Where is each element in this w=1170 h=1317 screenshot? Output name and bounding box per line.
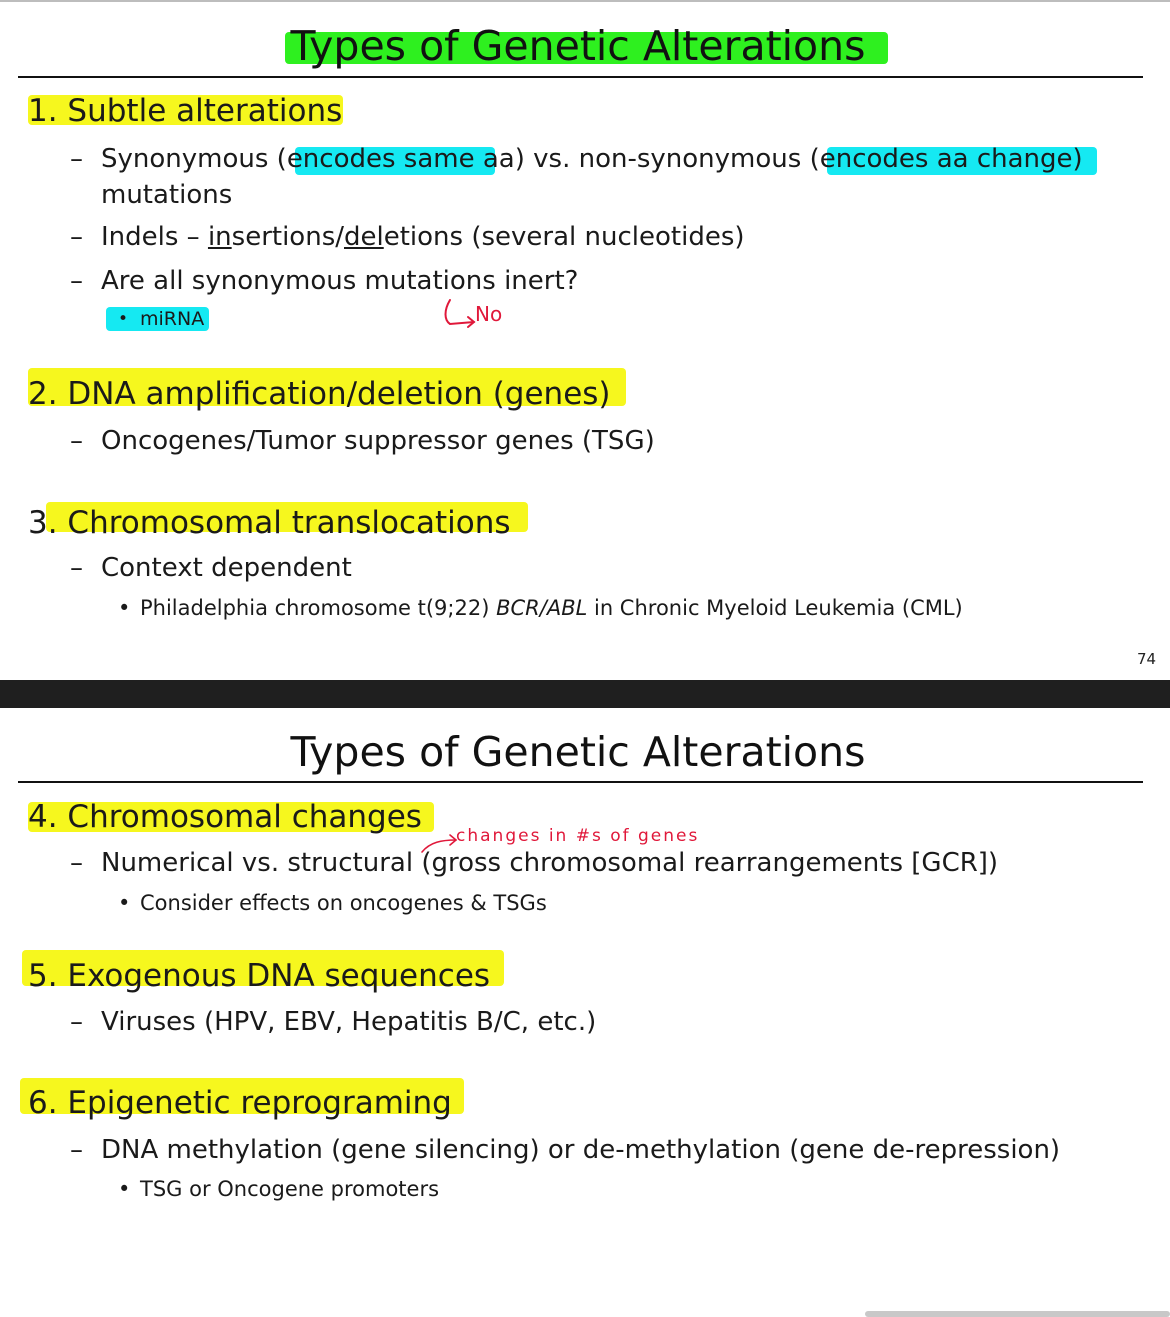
section-heading-chromosomal-changes: 4. Chromosomal changes — [28, 799, 422, 835]
slide-divider — [0, 680, 1170, 708]
dash-bullet: – — [70, 222, 83, 252]
dash-bullet: – — [70, 426, 83, 456]
handwritten-annotation-no: No — [475, 302, 503, 326]
text-close-paren: ) — [1072, 144, 1083, 174]
dash-bullet: – — [70, 553, 83, 583]
section-heading-exogenous-dna: 5. Exogenous DNA sequences — [28, 958, 491, 994]
section-heading-subtle-alterations: 1. Subtle alterations — [28, 93, 343, 129]
slide-title: Types of Genetic Alterations — [290, 728, 866, 776]
bullet-dot: • — [118, 596, 131, 620]
text-nonsynonymous: aa) vs. non-synonymous ( — [474, 144, 820, 174]
handwritten-arrow-icon — [440, 298, 480, 332]
item-synonymous — [101, 143, 1083, 175]
item-numerical-structural: Numerical vs. structural (gross chromosomal rearrangements [GCR]) — [101, 848, 999, 878]
dash-bullet: – — [70, 1007, 83, 1037]
dash-bullet: – — [70, 848, 83, 878]
page-number: 74 — [1137, 650, 1157, 668]
bullet-philadelphia: Philadelphia chromosome t(9;22) BCR/ABL in Chronic Myeloid Leukemia (CML) — [140, 596, 963, 620]
section-heading-translocations: 3. Chromosomal translocations — [28, 505, 511, 541]
title-rule — [18, 781, 1143, 783]
horizontal-scrollbar[interactable] — [865, 1311, 1170, 1317]
section-heading-epigenetic: 6. Epigenetic reprograming — [28, 1085, 452, 1121]
bullet-tsg-promoters: TSG or Oncogene promoters — [140, 1177, 440, 1201]
text-synonymous: Synonymous ( — [101, 144, 287, 174]
dash-bullet: – — [70, 1135, 83, 1165]
item-synonymous-line2: mutations — [101, 180, 233, 210]
item-oncogenes-tsg: Oncogenes/Tumor suppressor genes (TSG) — [101, 426, 655, 456]
text-encodes-same: encodes same — [286, 144, 475, 174]
item-viruses: Viruses (HPV, EBV, Hepatitis B/C, etc.) — [101, 1007, 597, 1037]
section-heading-dna-amplification: 2. DNA amplification/deletion (genes) — [28, 376, 611, 412]
slide-title: Types of Genetic Alterations — [290, 22, 866, 70]
dash-bullet: – — [70, 266, 83, 296]
bullet-mirna: miRNA — [140, 308, 205, 330]
item-indels: Indels – insertions/deletions (several nucleotides) — [101, 222, 745, 252]
bullet-dot: • — [118, 309, 129, 329]
item-inert-question: Are all synonymous mutations inert? — [101, 266, 579, 296]
item-context-dependent: Context dependent — [101, 553, 352, 583]
text-encodes-aa-change: encodes aa change — [819, 144, 1073, 174]
handwritten-annotation-genes: changes in #s of genes — [456, 826, 700, 846]
slide-75 — [0, 708, 1170, 1317]
dash-bullet: – — [70, 144, 83, 174]
bullet-dot: • — [118, 1177, 131, 1201]
item-dna-methylation: DNA methylation (gene silencing) or de-methylation (gene de-repression) — [101, 1135, 1061, 1165]
bullet-consider-effects: Consider effects on oncogenes & TSGs — [140, 891, 547, 915]
bullet-dot: • — [118, 891, 131, 915]
title-rule — [18, 76, 1143, 78]
